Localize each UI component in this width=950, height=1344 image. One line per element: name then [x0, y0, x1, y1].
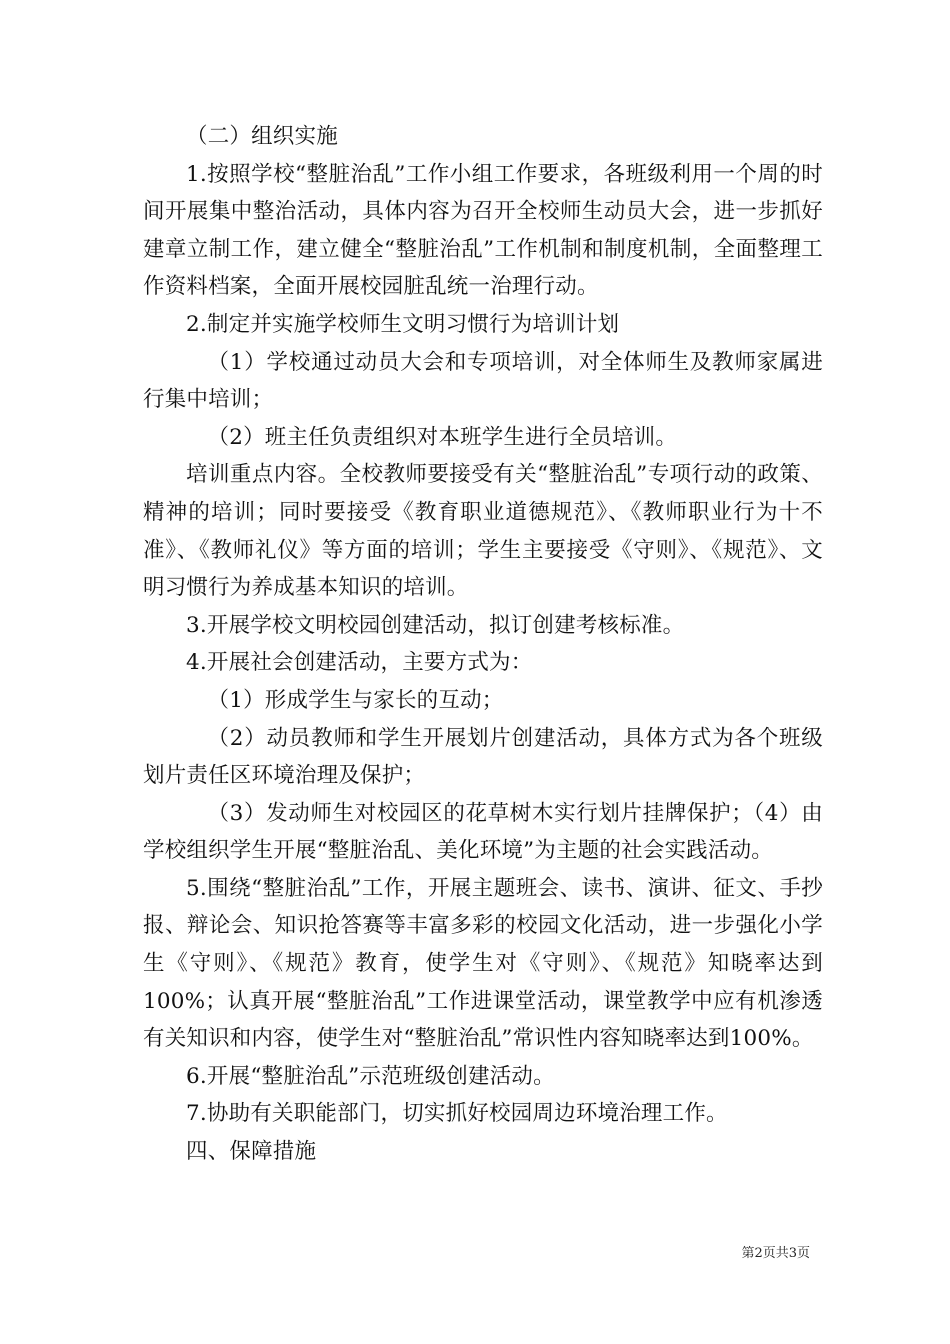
- paragraph-item-1: 1.按照学校“整脏治乱”工作小组工作要求，各班级利用一个周的时间开展集中整治活动，具体内容为召开全校师生动员大会，进一步抓好建章立制工作，建立健全“整脏治乱”工作机制和制度机制，全面整理工作资料档案，全面开展校园脏乱统一治理行动。: [143, 161, 823, 300]
- paragraph-item-2: 2.制定并实施学校师生文明习惯行为培训计划: [186, 311, 620, 337]
- section-heading-organize: （二）组织实施: [186, 124, 338, 149]
- section-heading-safeguards: 四、保障措施: [186, 1139, 317, 1165]
- document-body: [143, 118, 823, 1171]
- paragraph-item-7: 7.协助有关职能部门，切实抓好校园周边环境治理工作。: [186, 1101, 728, 1127]
- paragraph-item-2-2: （2）班主任负责组织对本班学生进行全员培训。: [207, 424, 678, 450]
- paragraph-item-4-3: （3）发动师生对校园区的花草树木实行划片挂牌保护；（4）由学校组织学生开展“整脏治乱、美化环境”为主题的社会实践活动。: [143, 800, 823, 864]
- paragraph-item-6: 6.开展“整脏治乱”示范班级创建活动。: [186, 1063, 555, 1089]
- paragraph-item-4-1: （1）形成学生与家长的互动；: [207, 687, 504, 713]
- paragraph-item-3: 3.开展学校文明校园创建活动，拟订创建考核标准。: [186, 612, 685, 638]
- paragraph-training-content: 培训重点内容。全校教师要接受有关“整脏治乱”专项行动的政策、精神的培训；同时要接受《教育职业道德规范》、《教师职业行为十不准》、《教师礼仪》等方面的培训；学生主要接受《守则》、《规范》、文明习惯行为养成基本知识的培训。: [143, 462, 823, 601]
- paragraph-item-2-1: （1）学校通过动员大会和专项培训，对全体师生及教师家属进行集中培训；: [143, 349, 823, 413]
- page-number-footer: 第2页共3页: [741, 1246, 810, 1261]
- paragraph-item-5: 5.围绕“整脏治乱”工作，开展主题班会、读书、演讲、征文、手抄报、辩论会、知识抢答赛等丰富多彩的校园文化活动，进一步强化小学生《守则》、《规范》教育，使学生对《守则》、《规范》知晓率达到100%；认真开展“整脏治乱”工作进课堂活动，课堂教学中应有机渗透有关知识和内容，使学生对“整脏治乱”常识性内容知晓率达到100%。: [143, 875, 823, 1052]
- paragraph-item-4-2: （2）动员教师和学生开展划片创建活动，具体方式为各个班级划片责任区环境治理及保护；: [143, 725, 823, 789]
- paragraph-item-4: 4.开展社会创建活动，主要方式为：: [186, 650, 533, 676]
